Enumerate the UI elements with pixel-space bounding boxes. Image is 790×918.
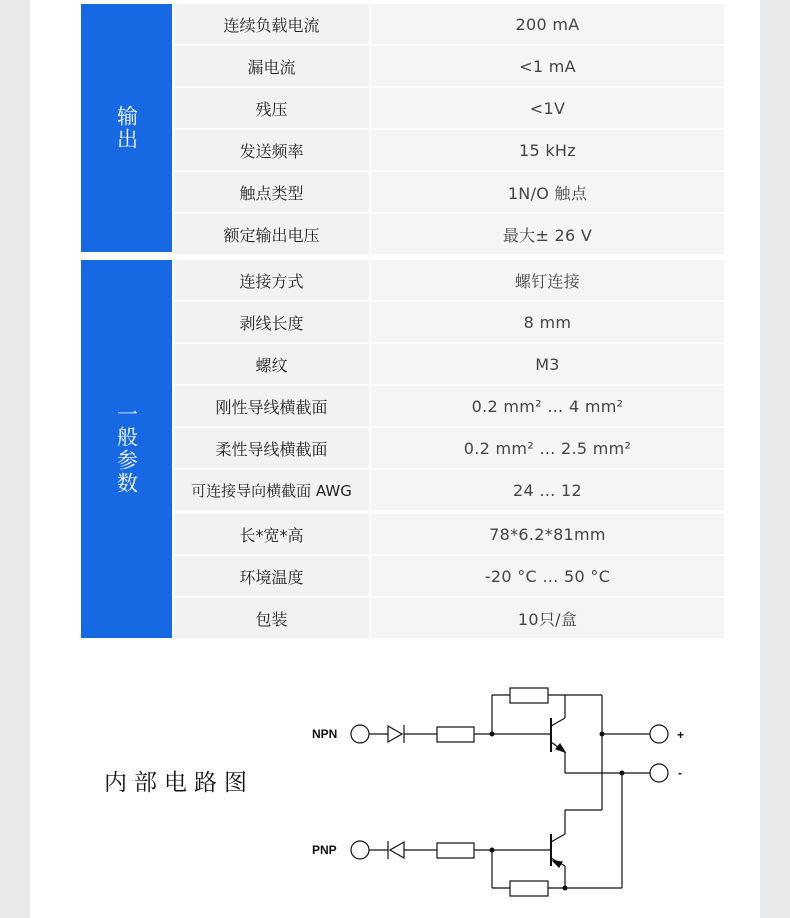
spec-name: 触点类型 — [174, 172, 369, 212]
spec-name: 剥线长度 — [174, 302, 369, 342]
bottom-resistor — [510, 881, 548, 896]
spec-value: <1V — [371, 88, 724, 128]
spec-value: 1N/O 触点 — [371, 172, 724, 212]
spec-name: 发送频率 — [174, 130, 369, 170]
npn-terminal — [351, 725, 369, 743]
npn-resistor — [437, 727, 474, 742]
pnp-diode — [388, 841, 404, 859]
spec-name: 连接方式 — [174, 260, 369, 300]
group-label-output: 输出 — [81, 4, 172, 252]
pnp-label: PNP — [312, 843, 337, 857]
pnp-resistor — [437, 843, 474, 858]
spec-value: <1 mA — [371, 46, 724, 86]
spec-value: -20 °C … 50 °C — [371, 556, 724, 596]
minus-terminal — [650, 764, 668, 782]
junction-dot — [563, 886, 568, 891]
circuit-title: 内部电路图 — [104, 770, 254, 796]
spec-value: 螺钉连接 — [371, 260, 724, 300]
spec-name: 刚性导线横截面 — [174, 386, 369, 426]
spec-value: 最大± 26 V — [371, 214, 724, 254]
spec-value: 0.2 mm² … 2.5 mm² — [371, 428, 724, 468]
spec-value: 10只/盒 — [371, 598, 724, 638]
junction-dot — [620, 771, 625, 776]
junction-dot — [600, 732, 605, 737]
npn-label: NPN — [312, 727, 338, 741]
spec-value: M3 — [371, 344, 724, 384]
pnp-transistor — [551, 834, 565, 867]
plus-terminal — [650, 725, 668, 743]
top-resistor — [510, 688, 548, 703]
spec-name: 连续负载电流 — [174, 4, 369, 44]
junction-dot — [490, 732, 495, 737]
spec-value: 8 mm — [371, 302, 724, 342]
minus-label: - — [678, 766, 682, 780]
npn-diode — [388, 725, 404, 743]
spec-value: 0.2 mm² … 4 mm² — [371, 386, 724, 426]
junction-dot — [490, 848, 495, 853]
spec-name: 漏电流 — [174, 46, 369, 86]
spec-name: 柔性导线横截面 — [174, 428, 369, 468]
spec-value: 200 mA — [371, 4, 724, 44]
spec-value: 78*6.2*81mm — [371, 514, 724, 554]
spec-name: 环境温度 — [174, 556, 369, 596]
spec-name: 长*宽*高 — [174, 514, 369, 554]
group-label-general: 一般参数 — [81, 260, 172, 638]
spec-name: 残压 — [174, 88, 369, 128]
spec-name: 可连接导向横截面 AWG — [174, 470, 369, 510]
spec-name: 螺纹 — [174, 344, 369, 384]
pnp-terminal — [351, 841, 369, 859]
npn-transistor — [551, 718, 565, 752]
spec-name: 额定输出电压 — [174, 214, 369, 254]
spec-value: 15 kHz — [371, 130, 724, 170]
plus-label: + — [677, 728, 685, 742]
spec-value: 24 … 12 — [371, 470, 724, 510]
spec-name: 包装 — [174, 598, 369, 638]
